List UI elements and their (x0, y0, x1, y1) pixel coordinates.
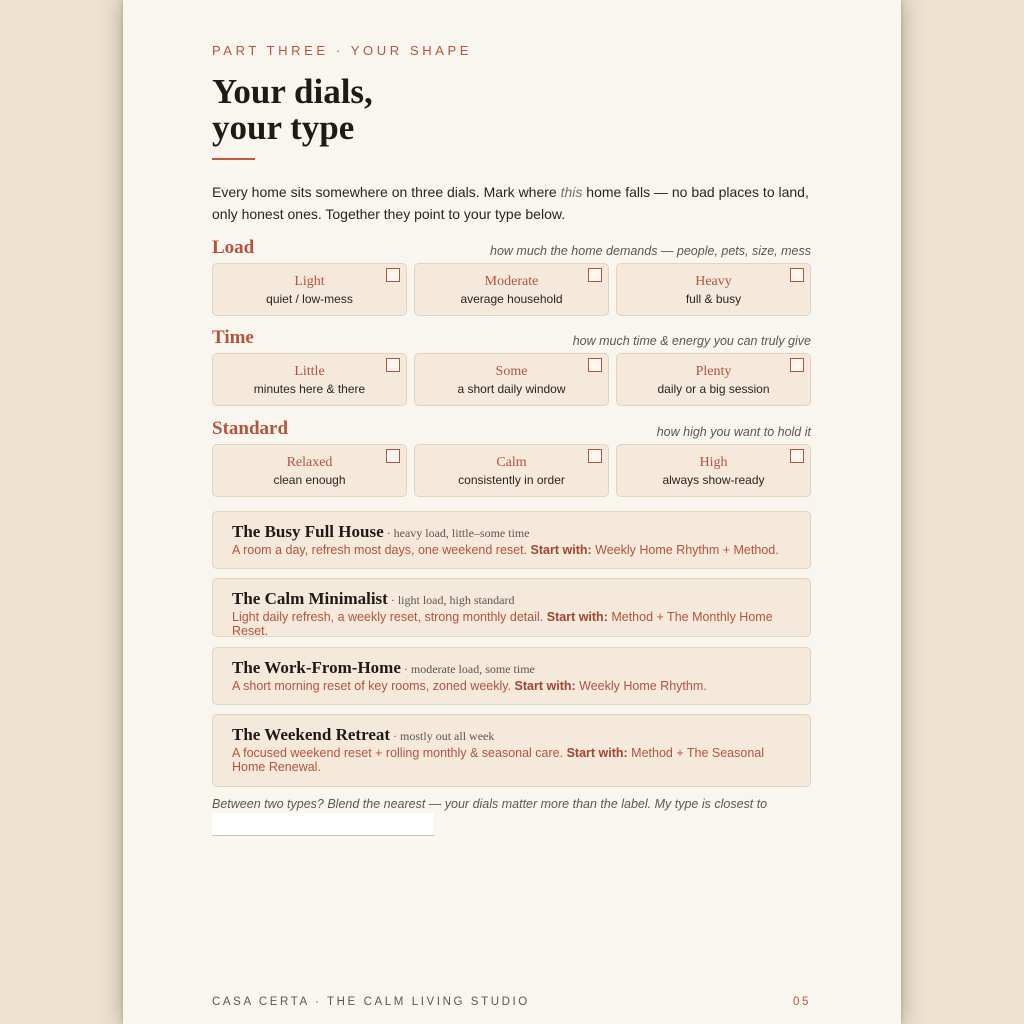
dial-options-standard (212, 444, 811, 497)
option-subtitle: average household (460, 292, 563, 306)
option-some[interactable] (414, 353, 609, 406)
option-name: Some (495, 364, 528, 379)
start-with-label: Start with: (514, 679, 576, 693)
type-start: Weekly Home Rhythm. (579, 679, 707, 693)
dial-name: Time (212, 327, 254, 348)
option-subtitle: quiet / low-mess (266, 292, 353, 306)
checkbox[interactable] (386, 358, 400, 372)
checkbox[interactable] (386, 449, 400, 463)
intro-text-after: home falls — no bad places to land, only honest ones. Together they point to your type below. (212, 184, 809, 222)
page-number: 05 (793, 996, 811, 1008)
page-title (212, 74, 373, 146)
checkbox[interactable] (588, 449, 602, 463)
title-line-2: your type (212, 108, 355, 147)
start-with-label: Start with: (546, 610, 608, 624)
type-meta: · mostly out all week (390, 729, 495, 743)
blend-note: Between two types? Blend the nearest — your dials matter more than the label. My type is closest to (212, 797, 768, 811)
type-card-calm-minimalist (212, 578, 811, 637)
option-subtitle: a short daily window (457, 382, 566, 396)
type-heading (232, 522, 530, 542)
option-name: Plenty (695, 364, 732, 379)
option-heavy[interactable] (616, 263, 811, 316)
dial-header-load (212, 235, 811, 259)
type-body: Light daily refresh, a weekly reset, strong monthly detail. (232, 610, 544, 624)
type-meta: · heavy load, little–some time (383, 526, 530, 540)
checkbox[interactable] (790, 358, 804, 372)
checkbox[interactable] (588, 268, 602, 282)
start-with-label: Start with: (530, 543, 592, 557)
option-name: Relaxed (286, 455, 333, 470)
dial-options-time (212, 353, 811, 406)
type-body: A room a day, refresh most days, one weekend reset. (232, 543, 528, 557)
option-name: Little (294, 364, 325, 379)
option-name: Heavy (695, 274, 732, 289)
type-card-busy-full-house (212, 511, 811, 569)
option-plenty[interactable] (616, 353, 811, 406)
type-start: Weekly Home Rhythm + Method. (595, 543, 779, 557)
title-underline (212, 158, 255, 160)
dial-header-standard (212, 416, 811, 440)
type-description (232, 679, 792, 693)
type-heading (232, 589, 515, 609)
option-light[interactable] (212, 263, 407, 316)
option-relaxed[interactable] (212, 444, 407, 497)
dial-options-load (212, 263, 811, 316)
option-high[interactable] (616, 444, 811, 497)
type-card-weekend-retreat (212, 714, 811, 787)
type-answer-field[interactable] (212, 813, 434, 836)
type-card-work-from-home (212, 647, 811, 705)
checkbox[interactable] (790, 268, 804, 282)
checkbox[interactable] (790, 449, 804, 463)
option-little[interactable] (212, 353, 407, 406)
dial-description: how high you want to hold it (656, 425, 811, 439)
type-start: Method + The Monthly Home Reset. (232, 610, 773, 638)
type-heading (232, 658, 535, 678)
dial-name: Standard (212, 418, 289, 439)
option-subtitle: always show-ready (662, 473, 765, 487)
option-calm[interactable] (414, 444, 609, 497)
option-subtitle: consistently in order (458, 473, 565, 487)
option-name: Calm (496, 455, 527, 470)
title-line-1: Your dials, (212, 72, 373, 111)
type-name: The Busy Full House (232, 522, 384, 541)
type-description (232, 543, 792, 557)
type-name: The Calm Minimalist (232, 589, 388, 608)
intro-emphasis: this (560, 184, 583, 200)
dial-description: how much the home demands — people, pets, size, mess (490, 244, 811, 258)
type-heading (232, 725, 494, 745)
option-subtitle: full & busy (685, 292, 742, 306)
checkbox[interactable] (588, 358, 602, 372)
dial-description: how much time & energy you can truly give (572, 334, 811, 348)
option-subtitle: daily or a big session (657, 382, 770, 396)
option-name: Moderate (484, 274, 539, 289)
dial-name: Load (212, 237, 255, 258)
intro-text-before: Every home sits somewhere on three dials. Mark where (212, 184, 561, 200)
type-meta: · light load, high standard (387, 593, 515, 607)
option-name: High (699, 455, 728, 470)
option-subtitle: minutes here & there (253, 382, 366, 396)
type-description (232, 746, 792, 774)
page (123, 0, 901, 1024)
type-meta: · moderate load, some time (400, 662, 535, 676)
type-body: A short morning reset of key rooms, zoned weekly. (232, 679, 512, 693)
type-start: Method + The Seasonal Home Renewal. (232, 746, 765, 774)
type-body: A focused weekend reset + rolling monthly & seasonal care. (232, 746, 564, 760)
option-moderate[interactable] (414, 263, 609, 316)
footer-brand: CASA CERTA · THE CALM LIVING STUDIO (212, 996, 530, 1008)
start-with-label: Start with: (566, 746, 628, 760)
type-name: The Work-From-Home (232, 658, 401, 677)
dial-header-time (212, 325, 811, 349)
checkbox[interactable] (386, 268, 400, 282)
option-subtitle: clean enough (273, 473, 346, 487)
type-description (232, 610, 792, 638)
section-eyebrow: PART THREE · YOUR SHAPE (212, 43, 473, 58)
intro-paragraph (212, 181, 811, 225)
type-name: The Weekend Retreat (232, 725, 391, 744)
option-name: Light (294, 274, 325, 289)
